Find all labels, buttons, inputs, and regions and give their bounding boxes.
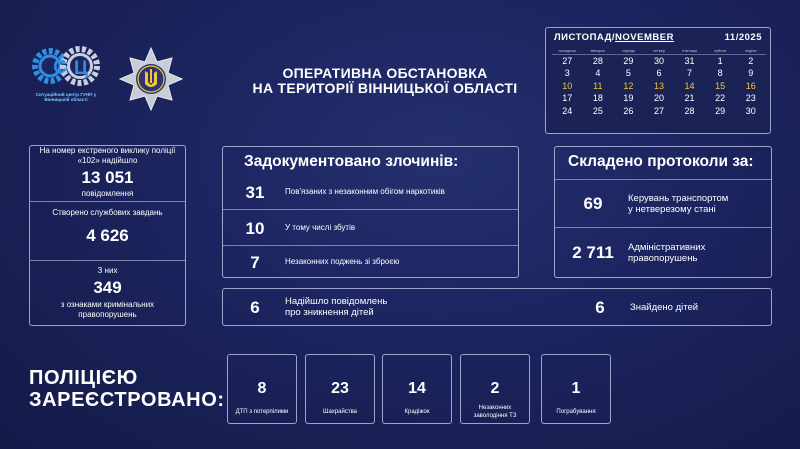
crime-value: 10	[245, 219, 265, 238]
registered-label: заволодіння ТЗ	[473, 413, 517, 419]
calendar	[545, 27, 771, 134]
protocol-label-line: правопорушень	[628, 253, 698, 264]
calendar-day: 30	[745, 105, 756, 116]
calendar-day: 21	[684, 93, 695, 104]
calls-label: На номер екстреного виклику поліції «102» надійшло	[39, 146, 176, 165]
calendar-day: 11	[593, 80, 603, 91]
calendar-day: 18	[592, 93, 603, 104]
emergency-calls-panel	[29, 145, 186, 326]
calendar-day: 28	[684, 105, 695, 116]
crime-value: 31	[245, 183, 265, 202]
crime-row	[223, 174, 518, 210]
calendar-day: 15	[715, 80, 726, 91]
calls-unit: повідомлення	[81, 189, 134, 198]
protocol-label	[628, 193, 728, 215]
calendar-day-name: вівторок	[583, 48, 614, 55]
protocols-title: Складено протоколи за:	[568, 153, 754, 170]
registered-title-line-1: ПОЛІЦІЄЮ	[29, 367, 138, 389]
criminal-value: 349	[93, 278, 122, 297]
title-line-2: НА ТЕРИТОРІЇ ВІННИЦЬКОЇ ОБЛАСТІ	[252, 80, 518, 96]
crimes-title: Задокументовано злочинів:	[244, 153, 459, 170]
calendar-day-name: неділя	[735, 48, 766, 55]
found-children-label: Знайдено дітей	[630, 302, 699, 313]
crime-value: 7	[250, 253, 260, 272]
calendar-day-name: субота	[705, 48, 736, 55]
crime-label: Пов'язаних з незаконним обігом наркотиків	[285, 187, 445, 196]
calendar-day: 5	[625, 68, 631, 79]
missing-children-label	[285, 296, 387, 318]
calendar-day: 9	[748, 68, 754, 79]
calendar-day: 10	[562, 80, 573, 91]
registered-label: Незаконних	[478, 405, 512, 411]
calendar-day: 30	[653, 56, 664, 66]
calendar-day: 31	[684, 56, 695, 66]
calendar-day-name: п'ятниця	[674, 48, 705, 55]
calendar-day: 23	[745, 93, 756, 104]
registered-value: 23	[331, 380, 349, 397]
protocols-panel	[554, 146, 772, 278]
crime-label: Незаконних поджень зі зброєю	[285, 257, 400, 266]
registered-item	[305, 354, 375, 424]
calls-value: 13 051	[81, 168, 134, 187]
calendar-day: 27	[562, 56, 573, 66]
calendar-day: 7	[687, 68, 693, 79]
calendar-month-uk: ЛИСТОПАД/	[554, 32, 616, 43]
calendar-day: 3	[564, 68, 570, 79]
calendar-day: 4	[595, 68, 601, 79]
calendar-day-name: понеділок	[552, 48, 583, 55]
calendar-day: 14	[684, 80, 695, 91]
missing-children-value: 6	[250, 298, 260, 317]
divider	[555, 179, 771, 180]
calendar-day: 26	[623, 105, 634, 116]
calendar-day: 19	[623, 93, 634, 104]
calendar-month-en: NOVEMBER	[615, 32, 674, 43]
calendar-day: 22	[715, 93, 726, 104]
calendar-day: 29	[715, 105, 726, 116]
calendar-day: 29	[623, 56, 634, 66]
calendar-day: 6	[656, 68, 662, 79]
found-children-value: 6	[595, 298, 605, 317]
protocol-label-line: у нетверезому стані	[628, 204, 716, 215]
divider	[30, 201, 185, 202]
missing-children-panel	[222, 288, 772, 326]
gear-logo-icon	[30, 42, 102, 92]
calendar-day: 17	[562, 93, 573, 104]
calendar-grid	[552, 48, 766, 117]
registered-label: ДТП з потерпілими	[235, 409, 289, 415]
missing-children-label-line: Надійшло повідомлень	[285, 296, 388, 307]
documented-crimes-panel	[222, 146, 519, 278]
protocol-label	[628, 242, 705, 264]
calendar-day: 24	[562, 105, 573, 116]
crime-row	[223, 244, 518, 280]
protocol-label-line: Адміністративних	[628, 242, 706, 253]
calendar-day: 12	[623, 80, 634, 91]
registered-value: 8	[257, 380, 267, 397]
criminal-label: З них	[97, 266, 118, 275]
registered-value: 1	[571, 380, 581, 397]
page-title	[230, 66, 540, 96]
title-line-1: ОПЕРАТИВНА ОБСТАНОВКА	[282, 65, 488, 81]
calendar-day: 27	[653, 105, 664, 116]
divider	[30, 260, 185, 261]
calendar-day: 13	[653, 80, 664, 91]
registered-item	[460, 354, 530, 424]
police-emblem	[118, 46, 184, 112]
registered-title	[29, 367, 225, 411]
crime-label: У тому числі збутів	[285, 223, 356, 232]
calendar-day: 1	[717, 56, 723, 66]
criminal-unit: з ознаками кримінальних правопорушень	[60, 300, 155, 319]
calendar-month	[554, 32, 674, 43]
divider	[555, 227, 771, 228]
registered-title-line-2: ЗАРЕЄСТРОВАНО:	[29, 389, 225, 411]
protocol-value: 69	[583, 194, 603, 213]
registered-value: 14	[408, 380, 426, 397]
calendar-day-name: четвер	[644, 48, 675, 55]
calendar-day: 20	[653, 93, 664, 104]
calendar-day: 8	[717, 68, 723, 79]
registered-value: 2	[490, 380, 500, 397]
protocol-label-line: Керувань транспортом	[628, 193, 729, 204]
registered-label: Шахрайства	[322, 409, 358, 415]
missing-children-label-line: про зникнення дітей	[285, 307, 374, 318]
crime-row	[223, 210, 518, 246]
calendar-day: 2	[748, 56, 754, 66]
registered-item	[227, 354, 297, 424]
calendar-day: 16	[745, 80, 756, 91]
svg-text:С: С	[53, 57, 67, 78]
svg-text:Ц: Ц	[74, 58, 88, 79]
registered-label: Пограбування	[556, 409, 596, 415]
calendar-day: 28	[592, 56, 603, 66]
calendar-day-name: середа	[613, 48, 644, 55]
police-star-icon	[118, 46, 184, 112]
situation-center-caption: Ситуаційний центр ГУНП у Вінницькій області	[35, 92, 97, 103]
calendar-day: 25	[592, 105, 603, 116]
calendar-year: 11/2025	[724, 32, 762, 43]
situation-center-logo	[30, 42, 102, 108]
calendar-header	[554, 32, 762, 45]
registered-item	[541, 354, 611, 424]
protocol-value: 2 711	[572, 243, 614, 262]
registered-item	[382, 354, 452, 424]
tasks-value: 4 626	[86, 226, 129, 245]
registered-label: Крадіжок	[404, 409, 430, 415]
tasks-label: Створено службових завдань	[52, 208, 163, 217]
